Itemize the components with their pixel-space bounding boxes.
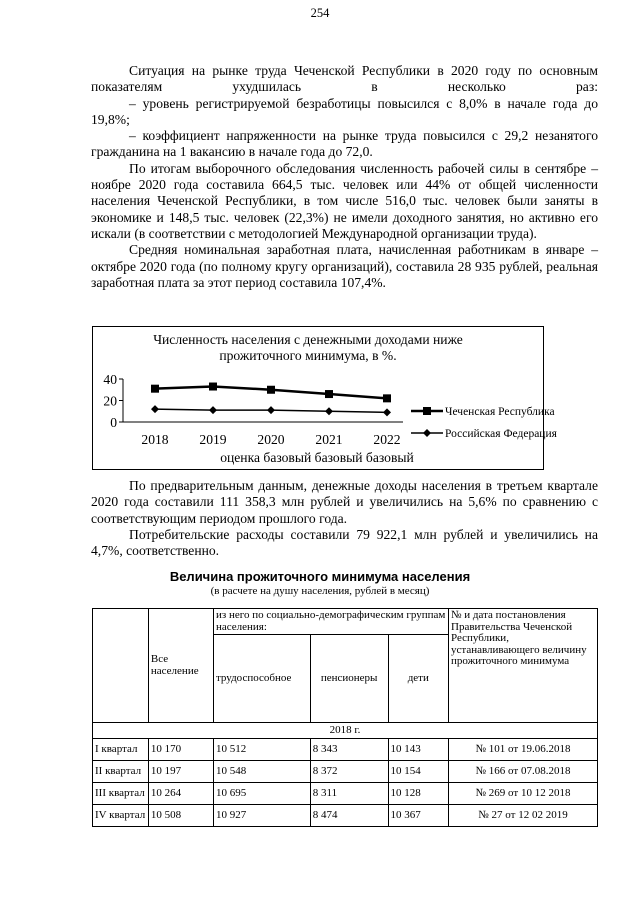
header-working: трудоспособное <box>213 635 310 723</box>
page-number: 254 <box>310 6 330 20</box>
table-row <box>93 761 598 783</box>
x-axis-sublabel: оценка базовый базовый базовый <box>220 450 414 465</box>
chart-title-line1: Численность населения с денежными доходами ниже <box>153 332 463 347</box>
paragraph: Средняя номинальная заработная плата, начисленная работникам в январе – октябре 2020 года (по полному кругу организаций), составила 28 935 рублей, реальная заработная плата за этот период составила 107,4%. <box>91 242 598 290</box>
chart-title-line2: прожиточного минимума, в %. <box>219 348 397 363</box>
data-point-2 <box>209 406 217 414</box>
paragraph: Ситуация на рынке труда Чеченской Республики в 2020 году по основным показателям ухудшилась в несколько раз: <box>91 63 598 95</box>
cell-working: 10 548 <box>213 761 310 783</box>
text-block-bottom <box>91 478 598 559</box>
data-point-2 <box>151 405 159 413</box>
x-tick-label: 2020 <box>257 432 285 447</box>
cell-all: 10 508 <box>148 805 213 827</box>
cell-decree: № 269 от 10 12 2018 <box>449 783 598 805</box>
legend-marker-1 <box>423 407 431 415</box>
cell-decree: № 27 от 12 02 2019 <box>449 805 598 827</box>
year-row: 2018 г. <box>93 723 598 739</box>
y-tick-label: 40 <box>103 372 117 387</box>
x-tick-label: 2022 <box>373 432 401 447</box>
paragraph: – коэффициент напряженности на рынке труда повысился с 29,2 незанятого гражданина на 1 вакансию в начале года до 72,0. <box>91 128 598 160</box>
data-point-1 <box>151 385 159 393</box>
legend-label-2: Российская Федерация <box>445 428 557 440</box>
data-point-1 <box>209 383 217 391</box>
quarter-cell: I квартал <box>93 739 149 761</box>
data-point-2 <box>325 407 333 415</box>
table-row <box>93 805 598 827</box>
cell-pensioners: 8 311 <box>310 783 388 805</box>
header-all: Все население <box>148 609 213 723</box>
chart-canvas <box>93 327 557 471</box>
x-tick-label: 2021 <box>315 432 343 447</box>
cell-children: 10 128 <box>388 783 448 805</box>
cell-all: 10 170 <box>148 739 213 761</box>
header-groups: из него по социально-демографическим группам населения: <box>213 609 448 635</box>
cell-children: 10 143 <box>388 739 448 761</box>
cell-all: 10 264 <box>148 783 213 805</box>
y-tick-label: 20 <box>103 393 117 409</box>
table-row <box>93 739 598 761</box>
paragraph: По итогам выборочного обследования численность рабочей силы в сентябре – ноябре 2020 года составила 664,5 тыс. человек или 44% от общей численности населения Чеченской Республики, в том числе 516,0 тыс. человек были заняты в экономике и 148,5 тыс. человек (22,3%) не имели доходного занятия, но активно его искали (в соответствии с методологией Международной организации труда). <box>91 160 598 241</box>
paragraph: Потребительские расходы составили 79 922,1 млн рублей и увеличились на 4,7%, соответственно. <box>91 526 598 559</box>
subsistence-table <box>92 608 598 827</box>
cell-decree: № 166 от 07.08.2018 <box>449 761 598 783</box>
quarter-cell: III квартал <box>93 783 149 805</box>
header-empty <box>93 609 149 723</box>
legend-marker-2 <box>423 429 431 437</box>
cell-pensioners: 8 372 <box>310 761 388 783</box>
cell-working: 10 927 <box>213 805 310 827</box>
x-tick-label: 2019 <box>199 432 227 447</box>
cell-decree: № 101 от 19.06.2018 <box>449 739 598 761</box>
table-row <box>93 783 598 805</box>
header-pensioners: пенсионеры <box>310 635 388 723</box>
y-tick-label: 0 <box>110 415 117 430</box>
poverty-chart <box>92 326 557 470</box>
header-decree: № и дата постановления Правительства Чеченской Республики, устанавливающего величину прожиточного минимума <box>449 609 598 723</box>
quarter-cell: II квартал <box>93 761 149 783</box>
cell-working: 10 512 <box>213 739 310 761</box>
data-point-2 <box>383 408 391 416</box>
header-children: дети <box>388 635 448 723</box>
cell-working: 10 695 <box>213 783 310 805</box>
paragraph: – уровень регистрируемой безработицы повысился с 8,0% в начале года до 19,8%; <box>91 95 598 127</box>
legend-label-1: Чеченская Республика <box>445 406 555 418</box>
data-point-1 <box>325 390 333 398</box>
cell-children: 10 367 <box>388 805 448 827</box>
data-point-2 <box>267 406 275 414</box>
data-point-1 <box>383 394 391 402</box>
cell-children: 10 154 <box>388 761 448 783</box>
x-tick-label: 2018 <box>141 432 169 447</box>
text-block-top <box>91 63 598 291</box>
paragraph: По предварительным данным, денежные доходы населения в третьем квартале 2020 года составили 111 358,3 млн рублей и увеличились на 5,6% по сравнению с соответствующим периодом прошлого года. <box>91 478 598 526</box>
cell-pensioners: 8 474 <box>310 805 388 827</box>
quarter-cell: IV квартал <box>93 805 149 827</box>
cell-all: 10 197 <box>148 761 213 783</box>
data-point-1 <box>267 386 275 394</box>
table-title: Величина прожиточного минимума населения <box>169 569 471 584</box>
table-subtitle: (в расчете на душу населения, рублей в месяц) <box>210 585 430 597</box>
cell-pensioners: 8 343 <box>310 739 388 761</box>
